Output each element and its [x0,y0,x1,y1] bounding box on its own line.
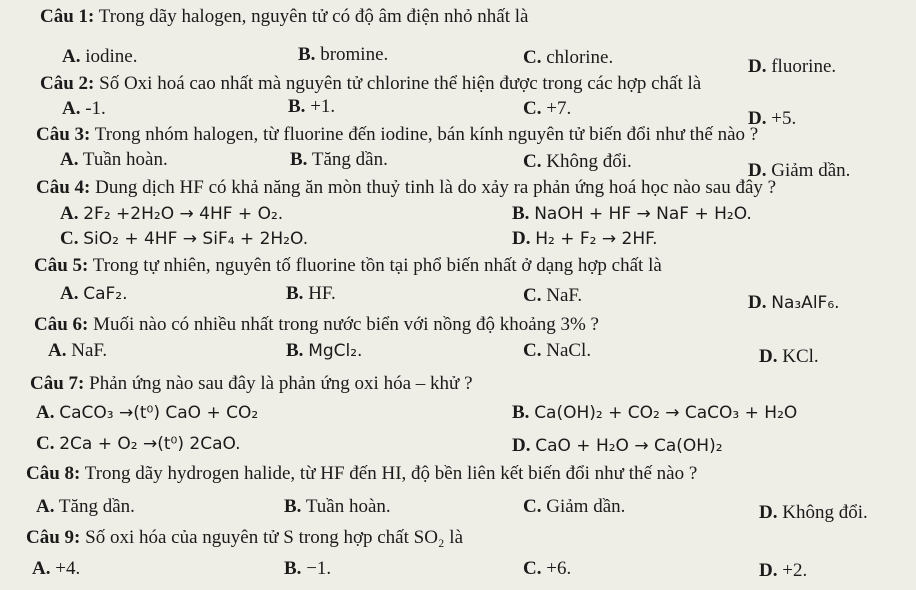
question-9 [26,527,463,549]
q2-option-a: A. -1. [62,98,106,119]
question-number: Câu 8: [26,463,81,484]
q7-option-a: A. CaCO₃ →(t⁰) CaO + CO₂ [36,402,259,423]
question-number: Câu 6: [34,314,89,335]
question-text: Dung dịch HF có khả năng ăn mòn thuỷ tinh là do xảy ra phản ứng hoá học nào sau đây ? [95,177,777,198]
q4-option-d: D. H₂ + F₂ → 2HF. [512,228,658,249]
question-number: Câu 4: [36,177,91,198]
question-text: Số Oxi hoá cao nhất mà nguyên tử chlorine thể hiện được trong các hợp chất là [99,73,702,94]
q3-option-b: B. Tăng dần. [290,149,388,170]
question-number: Câu 9: [26,527,81,548]
q1-option-b: B. bromine. [298,44,389,65]
question-3 [36,124,758,146]
q7-option-b: B. Ca(OH)₂ + CO₂ → CaCO₃ + H₂O [512,402,798,423]
q1-option-c: C. chlorine. [523,47,614,68]
question-number: Câu 1: [40,6,95,27]
question-number: Câu 5: [34,255,89,276]
q8-option-b: B. Tuần hoàn. [284,496,391,517]
q8-option-c: C. Giảm dần. [523,496,626,517]
q2-option-c: C. +7. [523,98,572,119]
q1-option-a: A. iodine. [62,46,138,67]
question-number: Câu 3: [36,124,91,145]
q9-option-a: A. +4. [32,558,81,579]
question-text: Phản ứng nào sau đây là phản ứng oxi hóa – khử ? [89,373,473,394]
q6-option-a: A. NaF. [48,340,108,361]
q7-option-c: C. 2Ca + O₂ →(t⁰) 2CaO. [36,433,241,454]
q1-option-d: D. fluorine. [748,56,837,77]
question-1 [40,6,528,28]
q9-option-c: C. +6. [523,558,572,579]
question-text: Muối nào có nhiều nhất trong nước biển với nồng độ khoảng 3% ? [93,314,599,335]
q5-option-c: C. NaF. [523,285,583,306]
q4-option-a: A. 2F₂ +2H₂O → 4HF + O₂. [60,203,284,224]
question-number: Câu 2: [40,73,95,94]
question-number: Câu 7: [30,373,85,394]
question-text: Trong nhóm halogen, từ fluorine đến iodine, bán kính nguyên tử biến đổi như thế nào ? [94,124,759,145]
question-6 [34,314,599,336]
q2-option-b: B. +1. [288,96,336,117]
q7-option-d: D. CaO + H₂O → Ca(OH)₂ [512,435,723,456]
question-text: Số oxi hóa của nguyên tử S trong hợp chất SO₂ là [85,527,464,548]
q3-option-a: A. Tuần hoàn. [60,149,168,170]
question-8 [26,463,697,485]
q2-option-d: D. +5. [748,108,797,129]
question-5 [34,255,662,277]
q6-option-d: D. KCl. [759,346,819,367]
q5-option-d: D. Na₃AlF₆. [748,292,840,313]
q4-option-c: C. SiO₂ + 4HF → SiF₄ + 2H₂O. [60,228,309,249]
question-2 [40,73,701,95]
q6-option-b: B. MgCl₂. [286,340,363,361]
q9-option-d: D. +2. [759,560,808,581]
question-text: Trong dãy hydrogen halide, từ HF đến HI, độ bền liên kết biến đổi như thế nào ? [84,463,698,484]
q6-option-c: C. NaCl. [523,340,592,361]
q5-option-a: A. CaF₂. [60,283,128,304]
q9-option-b: B. −1. [284,558,332,579]
q3-option-c: C. Không đổi. [523,151,632,172]
question-text: Trong dãy halogen, nguyên tử có độ âm điện nhỏ nhất là [98,6,529,27]
question-text: Trong tự nhiên, nguyên tố fluorine tồn tại phổ biến nhất ở dạng hợp chất là [92,255,662,276]
q4-option-b: B. NaOH + HF → NaF + H₂O. [512,203,752,224]
q5-option-b: B. HF. [286,283,336,304]
q8-option-a: A. Tăng dần. [36,496,135,517]
q3-option-d: D. Giảm dần. [748,160,851,181]
question-7 [30,373,473,395]
question-4 [36,177,776,199]
q8-option-d: D. Không đổi. [759,502,868,523]
